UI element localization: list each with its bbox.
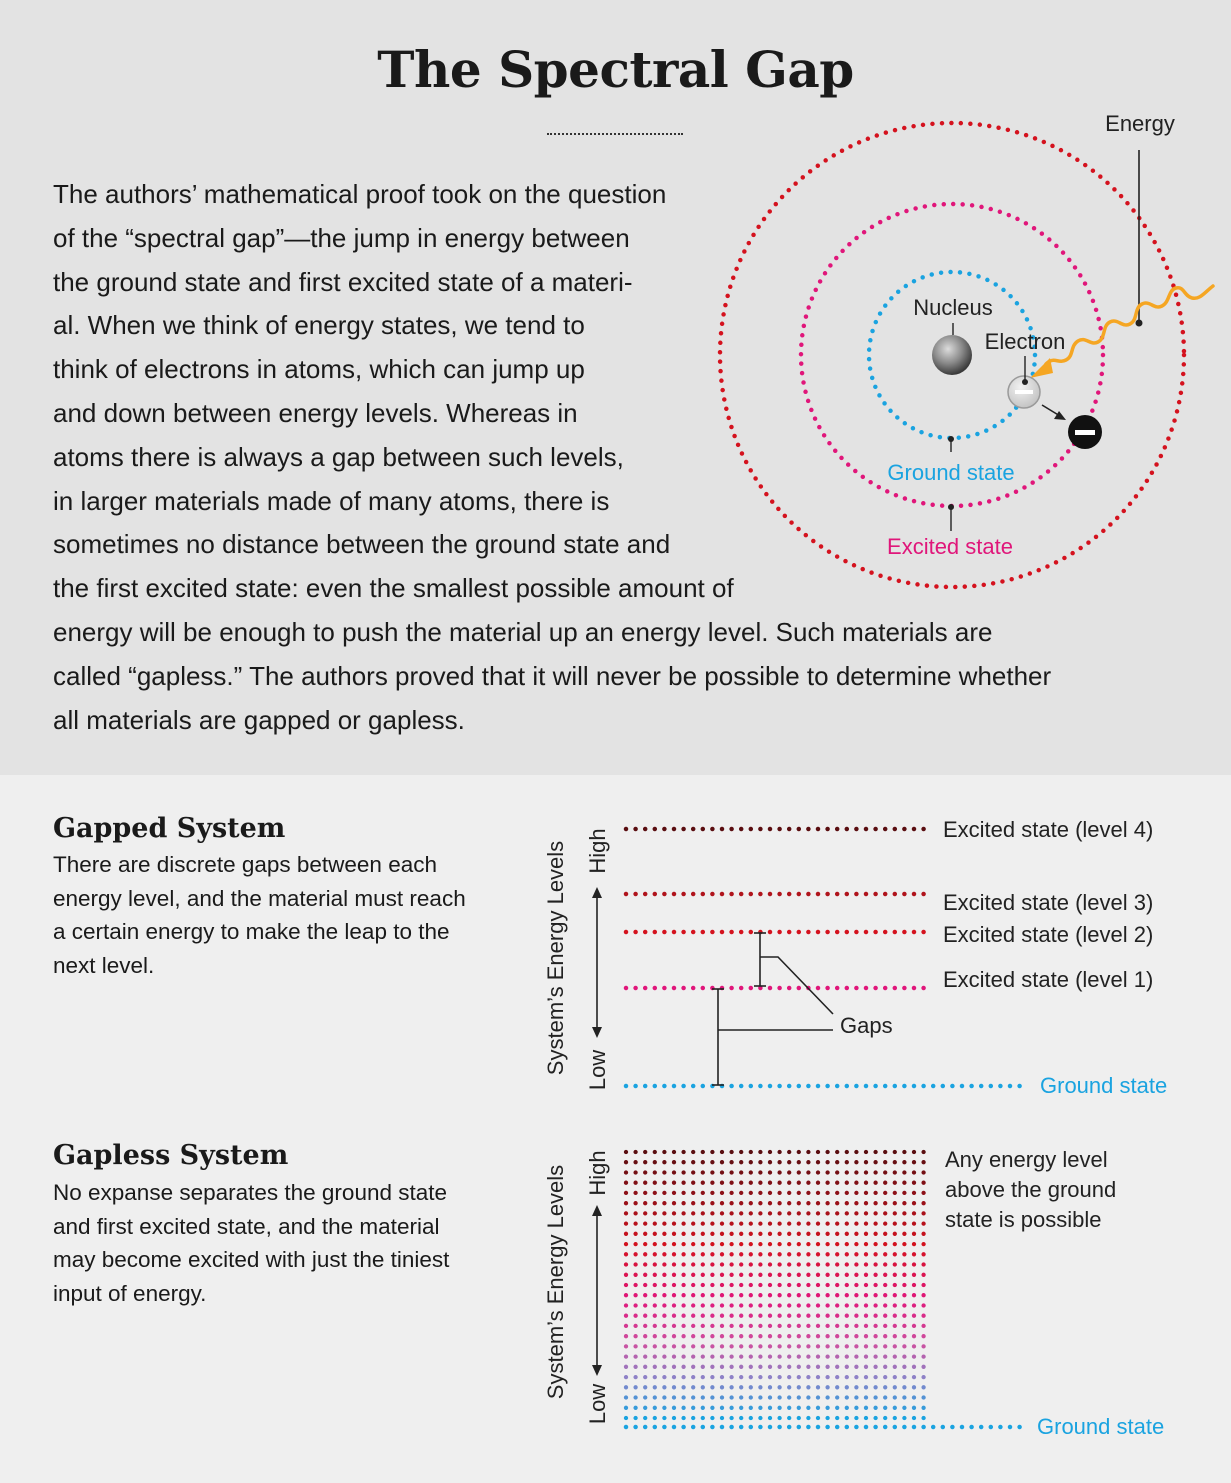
energy-label: Energy [1105, 111, 1175, 136]
level-1-label: Excited state (level 1) [943, 967, 1154, 992]
nucleus-label: Nucleus [913, 295, 993, 320]
ground-state-label: Ground state [887, 460, 1015, 485]
gapless-body-line: and first excited state, and the material [53, 1213, 440, 1239]
gapped-ground-label: Ground state [1040, 1073, 1168, 1098]
gapped-high-label: High [585, 828, 610, 874]
gaps-label: Gaps [840, 1013, 893, 1038]
gapped-low-label: Low [585, 1049, 610, 1091]
level-4-label: Excited state (level 4) [943, 817, 1154, 842]
gapless-high-label: High [585, 1150, 610, 1196]
intro-line: and down between energy levels. Whereas in [53, 397, 578, 428]
intro-line: all materials are gapped or gapless. [53, 704, 465, 735]
gapless-body-line: may become excited with just the tiniest [53, 1247, 450, 1272]
intro-line: the first excited state: even the smallest possible amount of [53, 573, 734, 604]
intro-line: in larger materials made of many atoms, there is [53, 485, 610, 516]
gapped-body-line: a certain energy to make the leap to the [53, 919, 450, 944]
intro-line: sometimes no distance between the ground state and [53, 529, 671, 560]
gapless-body-line: No expanse separates the ground state [53, 1180, 448, 1205]
gapless-ground-label: Ground state [1037, 1414, 1165, 1439]
gapped-body-line: next level. [53, 952, 155, 978]
gapped-title: Gapped System [53, 813, 286, 844]
intro-line: atoms there is always a gap between such levels, [53, 441, 624, 472]
excited-state-label: Excited state [887, 534, 1013, 559]
gapless-note-line: above the ground [945, 1177, 1117, 1202]
gapless-axis-arrow-up [592, 1205, 602, 1216]
gapless-axis-arrow-down [592, 1365, 602, 1376]
gapped-body-line: There are discrete gaps between each [53, 852, 437, 877]
gapless-body-line: input of energy. [53, 1280, 207, 1306]
intro-line: of the “spectral gap”—the jump in energy between [53, 222, 630, 253]
level-3-label: Excited state (level 3) [943, 890, 1154, 915]
intro-line: think of electrons in atoms, which can jump up [53, 354, 585, 385]
gapped-body-line: energy level, and the material must reach [53, 885, 466, 911]
intro-line: energy will be enough to push the material up an energy level. Such materials are [53, 616, 993, 647]
intro-line: the ground state and first excited state of a materi- [53, 266, 633, 297]
level-2-label: Excited state (level 2) [943, 922, 1154, 947]
electron-label: Electron [984, 329, 1066, 354]
gapless-axis-label: System’s Energy Levels [543, 1164, 568, 1400]
gapless-low-label: Low [585, 1383, 610, 1425]
gapless-dot-grid [626, 1152, 932, 1418]
page-title: The Spectral Gap [377, 40, 854, 99]
intro-line: al. When we think of energy states, we tend to [53, 310, 585, 341]
intro-line: The authors’ mathematical proof took on the question [53, 179, 667, 209]
intro-line: called “gapless.” The authors proved that it will never be possible to determine whether [53, 660, 1052, 691]
gapless-title: Gapless System [53, 1140, 289, 1171]
gapless-note-line: Any energy level [945, 1147, 1108, 1172]
gapped-axis-label: System’s Energy Levels [543, 840, 568, 1076]
gapless-note-line: state is possible [945, 1207, 1102, 1232]
